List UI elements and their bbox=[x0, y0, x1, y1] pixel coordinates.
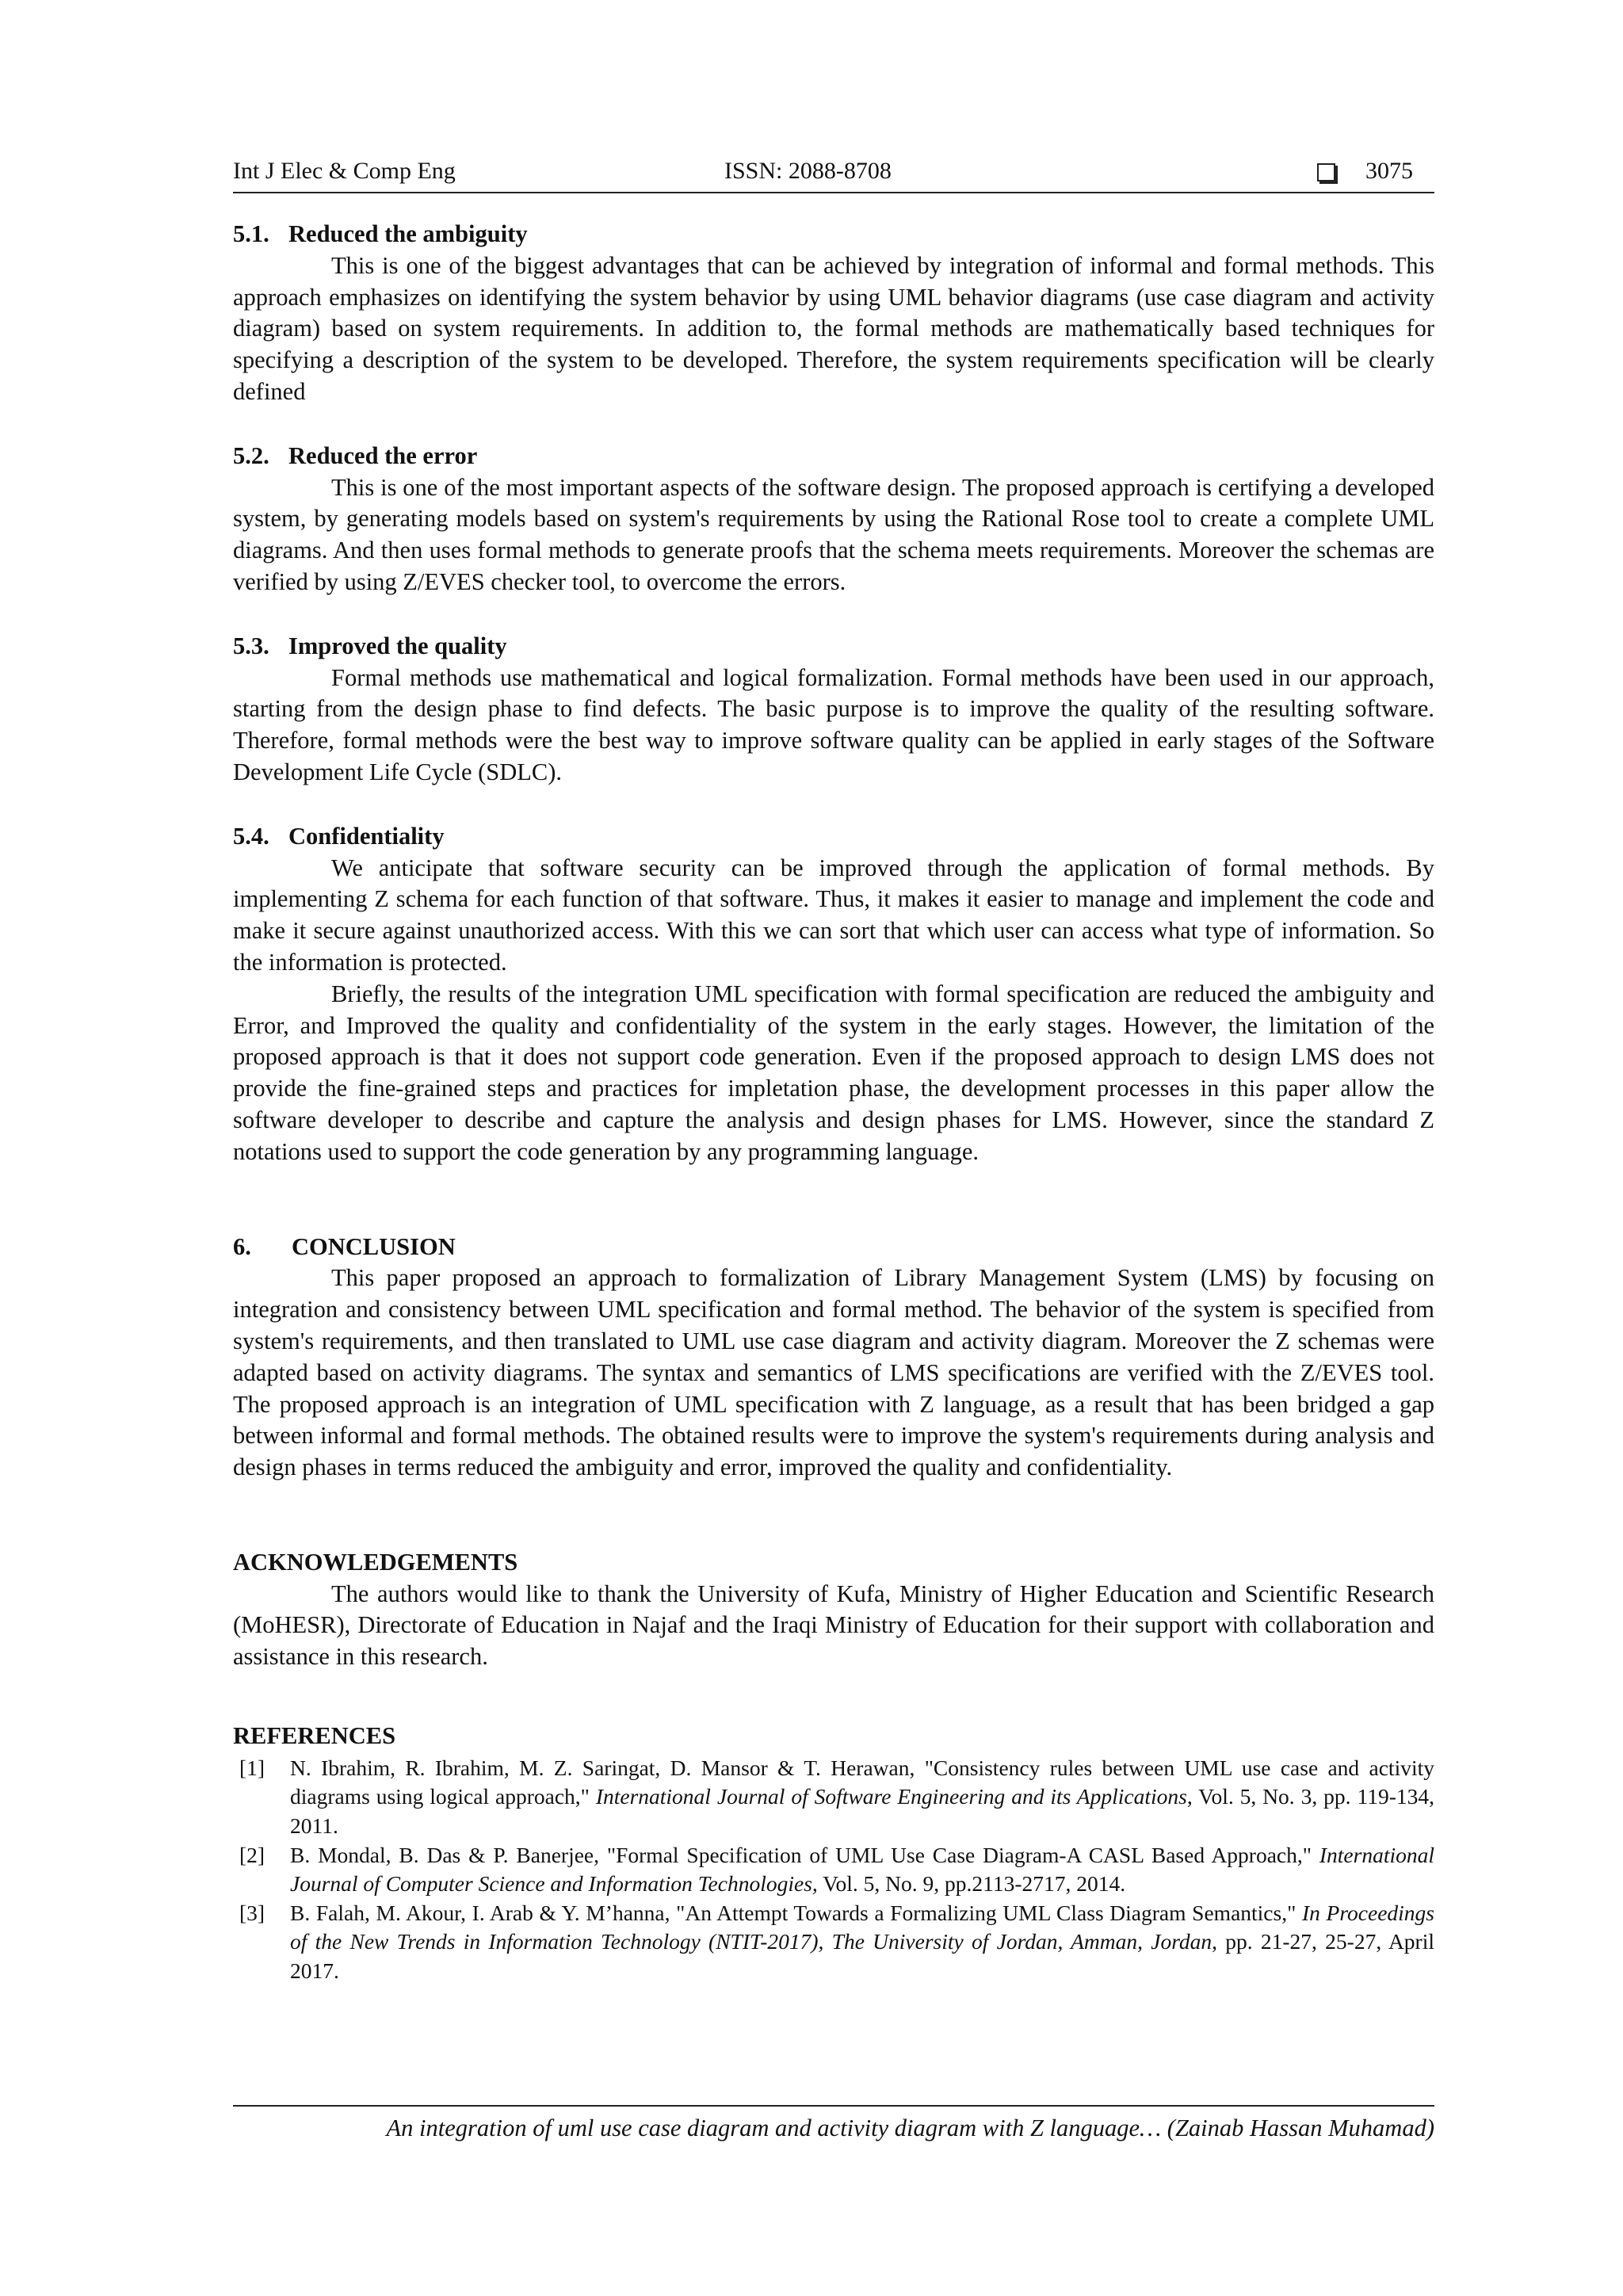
section-heading bbox=[233, 441, 1434, 472]
section-number: 5.1. bbox=[233, 220, 269, 247]
page-number: 3075 bbox=[1365, 158, 1413, 184]
paragraph: Briefly, the results of the integration UML specification with formal specification are reduced the ambiguity and Error, and Improved the quality and confidentiality of the system in the early stages. However, the limitation of the proposed approach is that it does not support code generation. Even if the proposed approach to design LMS does not provide the fine-grained steps and practices for impletation phase, the development processes in this paper allow the software developer to describe and capture the analysis and design phases for LMS. However, since the standard Z notations used to support the code generation by any programming language. bbox=[233, 980, 1434, 1165]
reference-venue: International Journal of Software Engineering and its Applications bbox=[595, 1784, 1187, 1809]
reference-details: , Vol. 5, No. 3, pp. 119-134, 2011. bbox=[290, 1784, 1434, 1839]
reference-authors-title: B. Falah, M. Akour, I. Arab & Y. M’hanna, "An Attempt Towards a Formalizing UML Class Diagram Semantics," bbox=[290, 1900, 1302, 1925]
reference-number: [3] bbox=[239, 1900, 265, 1925]
section-number: 6. bbox=[233, 1232, 251, 1260]
reference-item bbox=[233, 1841, 1434, 1899]
section-heading bbox=[233, 1232, 1434, 1263]
square-icon bbox=[1317, 163, 1335, 181]
paragraph: This is one of the most important aspects of the software design. The proposed approach is certifying a developed system, by generating models based on system's requirements by using the Rational Rose tool to create a complete UML diagrams. And then uses formal methods to generate proofs that the schema meets requirements. Moreover the schemas are verified by using Z/EVES checker tool, to overcome the errors. bbox=[233, 473, 1434, 595]
paragraph: The authors would like to thank the University of Kufa, Ministry of Higher Education and Scientific Research (MoHESR), Directorate of Education in Najaf and the Iraqi Ministry of Education for their support with collaboration and assistance in this research. bbox=[233, 1580, 1434, 1671]
section-number: 5.3. bbox=[233, 632, 269, 659]
section-5-1 bbox=[233, 219, 1434, 408]
section-heading bbox=[233, 821, 1434, 853]
section-title: Reduced the error bbox=[288, 441, 478, 469]
section-heading: ACKNOWLEDGEMENTS bbox=[233, 1548, 518, 1576]
journal-name: Int J Elec & Comp Eng bbox=[233, 158, 456, 184]
reference-text bbox=[290, 1841, 1434, 1899]
conclusion-section bbox=[233, 1232, 1434, 1484]
section-title: Confidentiality bbox=[288, 822, 445, 850]
paragraph: We anticipate that software security can be improved through the application of formal methods. By implementing Z schema for each function of that software. Thus, it makes it easier to manage and implement the code and make it secure against unauthorized access. With this we can sort that which user can access what type of information. So the information is protected. bbox=[233, 854, 1434, 976]
section-heading: REFERENCES bbox=[233, 1722, 396, 1750]
reference-venue: In Proceedings of the New Trends in Information Technology (NTIT-2017), The University of Jordan, Amman, Jordan bbox=[290, 1900, 1434, 1954]
paragraph: This paper proposed an approach to formalization of Library Management System (LMS) by focusing on integration and consistency between UML specification and formal method. The behavior of the system is specified from system's requirements, and then translated to UML use case diagram and activity diagram. Moreover the Z schemas were adapted based on activity diagrams. The syntax and semantics of LMS specifications are verified with the Z/EVES tool. The proposed approach is an integration of UML specification with Z language, as a result that has been bridged a gap between informal and formal methods. The obtained results were to improve the system's requirements during analysis and design phases in terms reduced the ambiguity and error, improved the quality and confidentiality. bbox=[233, 1264, 1434, 1481]
section-5-4 bbox=[233, 821, 1434, 1168]
section-number: 5.4. bbox=[233, 822, 269, 850]
reference-authors-title: B. Mondal, B. Das & P. Banerjee, "Formal Specification of UML Use Case Diagram-A CASL Based Approach," bbox=[290, 1842, 1319, 1867]
reference-details: , pp. 21-27, 25-27, April 2017. bbox=[290, 1929, 1434, 1984]
section-number: 5.2. bbox=[233, 441, 269, 469]
section-5-2 bbox=[233, 441, 1434, 598]
references-section bbox=[233, 1721, 1434, 1986]
section-heading bbox=[233, 631, 1434, 663]
paragraph: This is one of the biggest advantages that can be achieved by integration of informal and formal methods. This approach emphasizes on identifying the system behavior by using UML behavior diagrams (use case diagram and activity diagram) based on system requirements. In addition to, the formal methods are mathematically based techniques for specifying a description of the system to be developed. Therefore, the system requirements specification will be clearly defined bbox=[233, 251, 1434, 405]
body-content bbox=[233, 219, 1434, 1986]
page-number-group bbox=[1317, 155, 1413, 187]
paragraph: Formal methods use mathematical and logical formalization. Formal methods have been used in our approach, starting from the design phase to find defects. The basic purpose is to improve the quality of the resulting software. Therefore, formal methods were the best way to improve software quality can be applied in early stages of the Software Development Life Cycle (SDLC). bbox=[233, 663, 1434, 785]
acknowledgements-section bbox=[233, 1547, 1434, 1673]
reference-number: [2] bbox=[239, 1842, 265, 1867]
reference-text bbox=[290, 1899, 1434, 1986]
reference-venue: International Journal of Computer Science and Information Technologies, bbox=[290, 1842, 1434, 1897]
reference-number: [1] bbox=[239, 1755, 265, 1780]
section-title: Reduced the ambiguity bbox=[288, 220, 528, 247]
reference-item bbox=[233, 1754, 1434, 1841]
reference-text bbox=[290, 1754, 1434, 1841]
reference-list bbox=[233, 1754, 1434, 1986]
running-header bbox=[233, 155, 1434, 193]
section-title: CONCLUSION bbox=[292, 1232, 456, 1260]
section-heading bbox=[233, 219, 1434, 250]
reference-authors-title: N. Ibrahim, R. Ibrahim, M. Z. Saringat, D. Mansor & T. Herawan, "Consistency rules between UML use case and activity diagrams using logical approach," bbox=[290, 1755, 1434, 1809]
section-5-3 bbox=[233, 631, 1434, 789]
section-title: Improved the quality bbox=[288, 632, 507, 659]
running-footer: An integration of uml use case diagram and activity diagram with Z language… (Zainab Hassan Muhamad) bbox=[233, 2105, 1434, 2142]
reference-item bbox=[233, 1899, 1434, 1986]
issn: ISSN: 2088-8708 bbox=[724, 158, 892, 184]
reference-details: Vol. 5, No. 9, pp.2113-2717, 2014. bbox=[817, 1871, 1126, 1897]
